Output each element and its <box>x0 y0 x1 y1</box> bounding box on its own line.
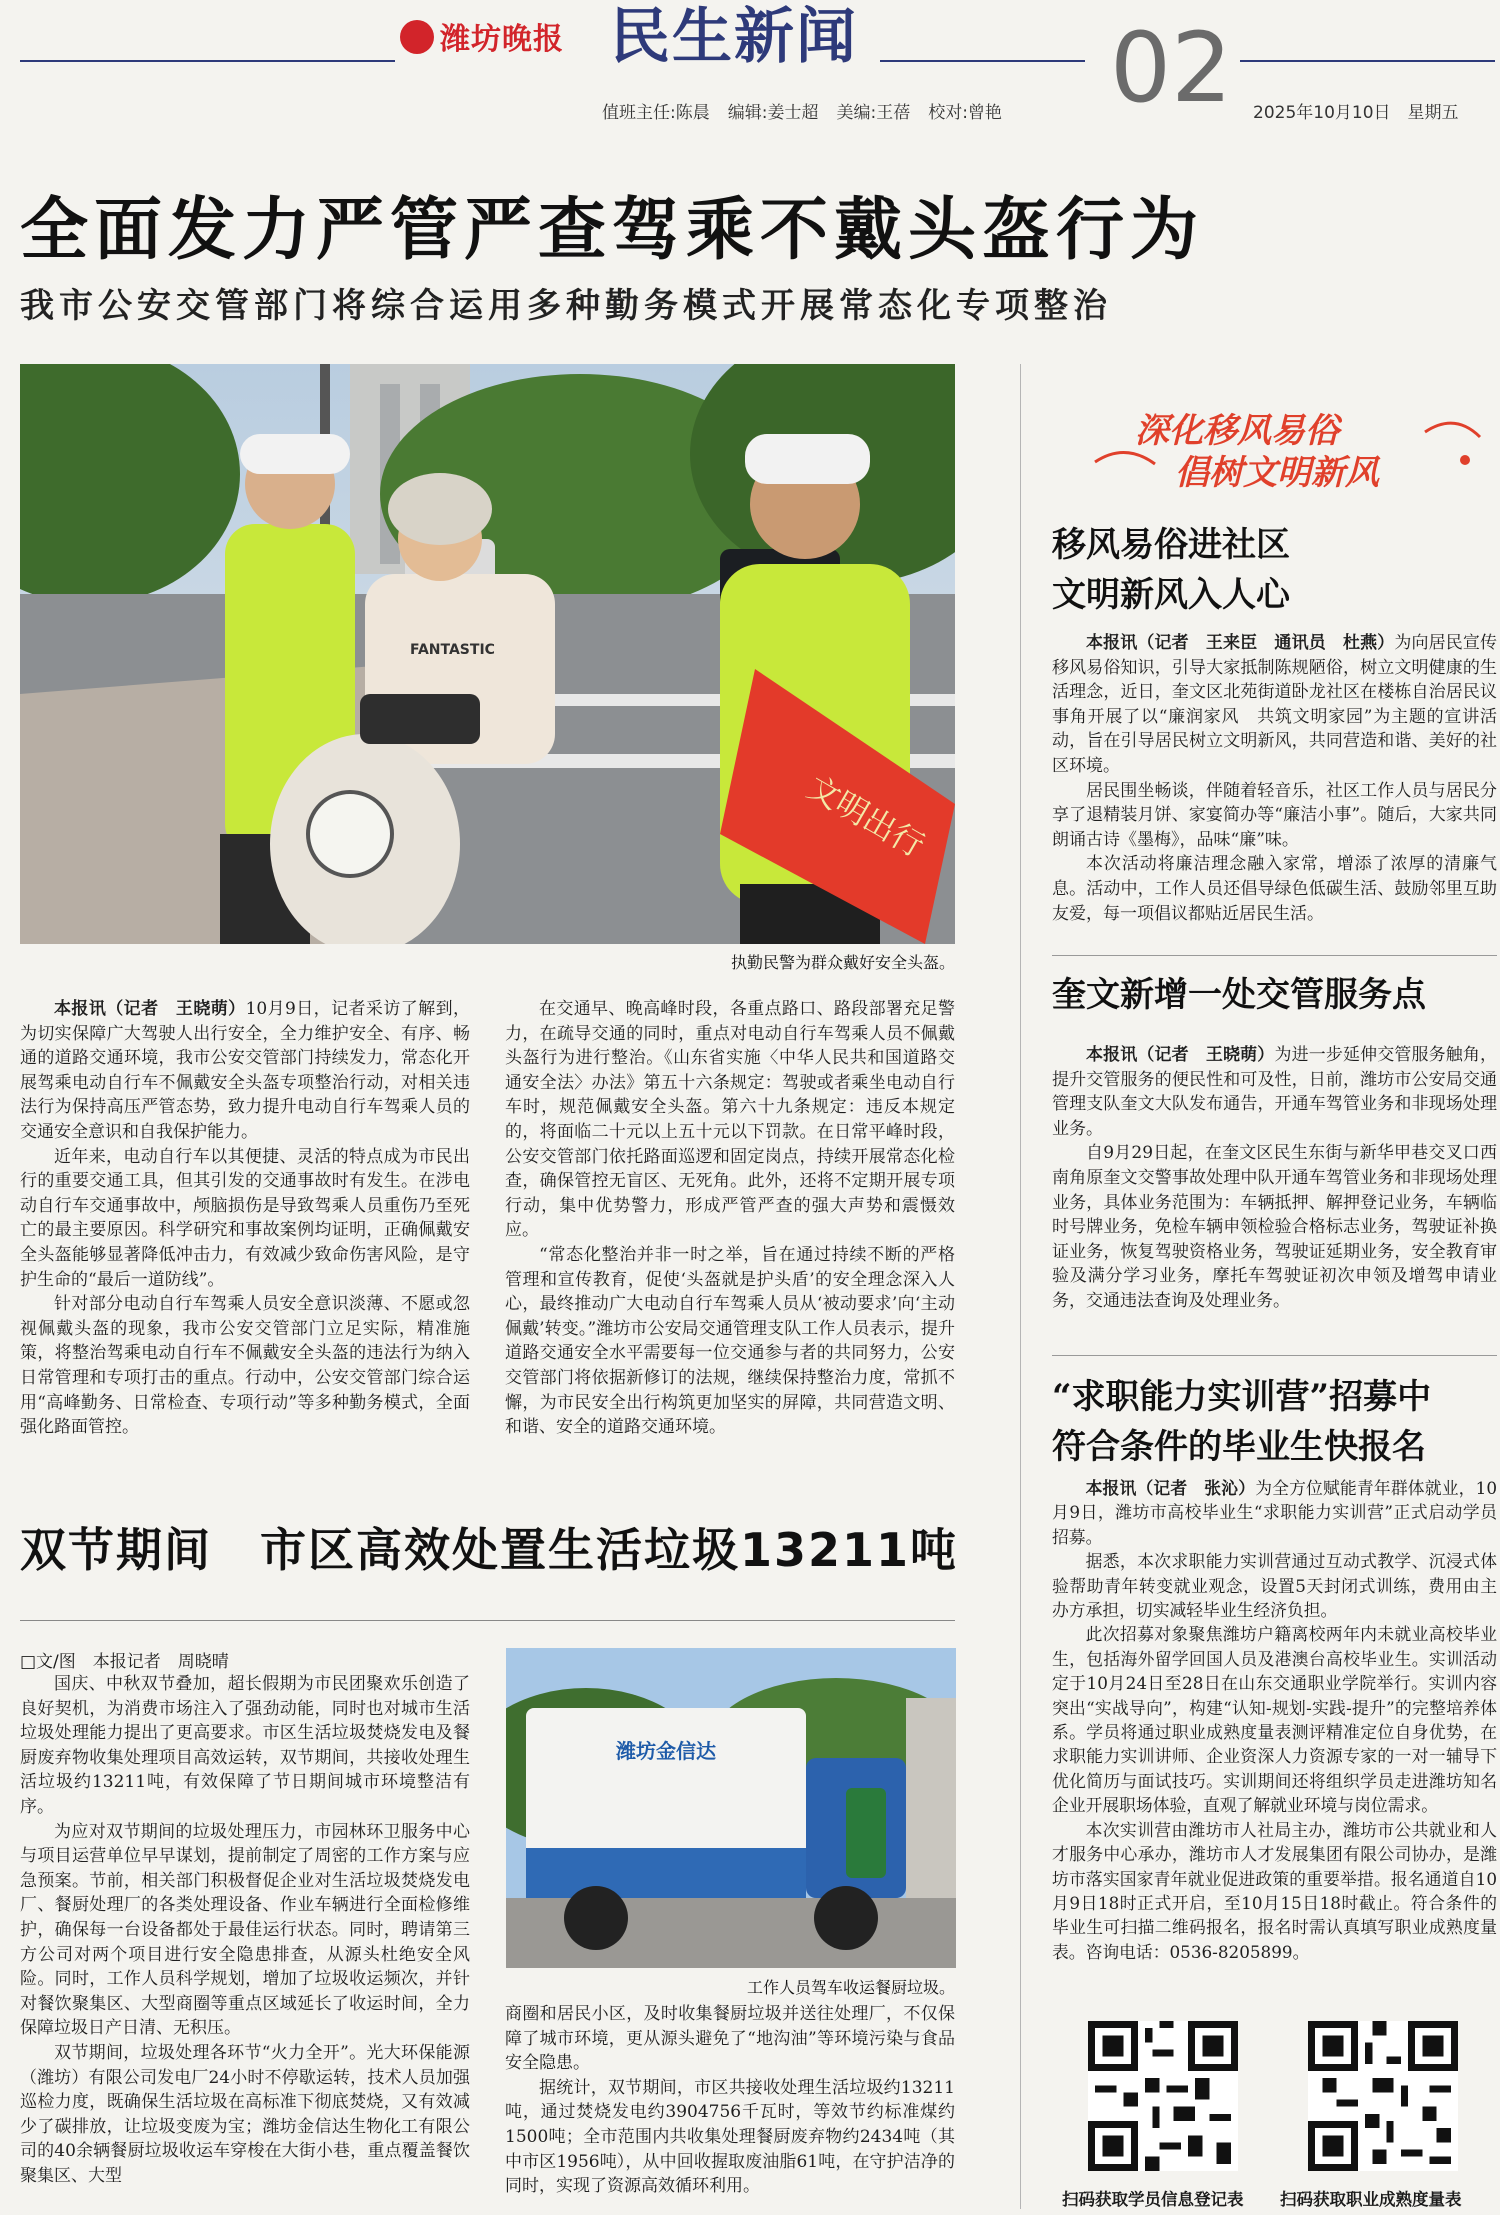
truck-photo <box>506 1648 956 1968</box>
column-divider <box>1020 364 1021 2209</box>
lead-col2-paragraph: “常态化整治并非一时之举，旨在通过持续不断的严格管理和宣传教育，促使‘头盔就是护头盾’的安全理念深入人心，最终推动广大电动自行车驾乘人员从‘被动要求’向‘主动佩戴’转变。”潍坊市公安局交通管理支队工作人员表示，提升道路交通安全水平需要每一位交通参与者的共同努力，公安交管部门将依据新修订的法规，继续保持整治力度，常抓不懈，为市民安全出行构筑更加坚实的屏障，共同营造文明、和谐、安全的道路交通环境。 <box>505 1244 955 1438</box>
headline-line: 移风易俗进社区 <box>1052 525 1290 565</box>
headline-line: 文明新风入人心 <box>1052 575 1290 615</box>
sidebar-story3-body <box>1052 1476 1497 1964</box>
second-col2-paragraph: 商圈和居民小区，及时收集餐厨垃圾并送往处理厂，不仅保障了城市环境，更从源头避免了“地沟油”等环境污染与食品安全隐患。 <box>505 2004 955 2074</box>
headline-line: 符合条件的毕业生快报名 <box>1052 1427 1426 1467</box>
sidebar-story1-headline <box>1052 520 1290 620</box>
second-headline: 双节期间 市区高效处置生活垃圾13211吨 <box>20 1523 959 1577</box>
second-credit: □文/图 本报记者 周晓晴 <box>20 1652 229 1672</box>
headline-line: “求职能力实训营”招募中 <box>1052 1377 1432 1417</box>
slogan-line-1: 深化移风易俗 <box>1135 411 1339 451</box>
sidebar-story2-byline: 本报讯（记者 王晓萌） <box>1086 1045 1275 1065</box>
qr-pattern-right <box>1308 2021 1458 2171</box>
police-helmet-scene-image <box>20 364 955 944</box>
sidebar-paragraph: 本次活动将廉洁理念融入家常，增添了浓厚的清廉气息。活动中，工作人员还倡导绿色低碳生活、鼓励邻里互助友爱，每一项倡议都贴近居民生活。 <box>1052 854 1497 924</box>
slogan-line-2: 倡树文明新风 <box>1175 453 1379 492</box>
sidebar-story2-headline: 奎文新增一处交管服务点 <box>1052 975 1426 1015</box>
second-col1-paragraph: 国庆、中秋双节叠加，超长假期为市民团聚欢乐创造了良好契机，为消费市场注入了强劲动能，同时也对城市生活垃圾处理能力提出了更高要求。市区生活垃圾焚烧发电及餐厨废弃物收集处理项目高效运转，双节期间，共接收处理生活垃圾约13211吨，有效保障了节日期间城市环境整洁有序。 <box>20 1674 470 1817</box>
lead-photo-caption: 执勤民警为群众戴好安全头盔。 <box>730 953 955 972</box>
masthead-rule-right <box>1240 60 1495 62</box>
sidebar-paragraph: 居民围坐畅谈，伴随着轻音乐，社区工作人员与居民分享了退精装月饼、家宴简办等“廉洁小事”。随后，大家共同朗诵古诗《墨梅》，品味“廉”味。 <box>1052 780 1497 850</box>
staff-proofreader: 校对:曾艳 <box>928 103 1002 123</box>
lead-column-2 <box>505 997 955 1440</box>
sidebar-story3-headline <box>1052 1372 1431 1472</box>
lead-photo <box>20 364 955 944</box>
sidebar-story2-body <box>1052 1043 1497 1314</box>
lead-col2-paragraph: 在交通早、晚高峰时段，各重点路口、路段部署充足警力，在疏导交通的同时，重点对电动自行车驾乘人员不佩戴头盔行为进行整治。《山东省实施〈中华人民共和国道路交通安全法〉办法》第五十六条规定：驾驶或者乘坐电动自行车时，规范佩戴安全头盔。第六十九条规定：违反本规定的，将面临二十元以上五十元以下罚款。在日常平峰时段，公安交管部门依托路面巡逻和固定岗点，持续开展常态化检查，确保管控无盲区、无死角。此外，还将不定期开展专项行动，集中优势警力，形成严管严查的强大声势和震慑效应。 <box>505 999 955 1241</box>
qr-code-right-icon[interactable] <box>1308 2021 1458 2171</box>
issue-date: 2025年10月10日 星期五 <box>1253 103 1459 123</box>
sidebar-story1-byline: 本报讯（记者 王来臣 通讯员 杜燕） <box>1086 633 1395 653</box>
flag-text: 文明出行 <box>801 768 931 865</box>
sidebar-paragraph: 本报讯（记者 王晓萌）为进一步延伸交管服务触角，提升交管服务的便民性和可及性，日前，潍坊市公安局交通管理支队奎文大队发布通告，开通车驾管业务和非现场处理业务。 <box>1052 1045 1498 1139</box>
staff-line <box>602 98 1020 123</box>
campaign-slogan <box>1085 402 1485 492</box>
sidebar-paragraph: 自9月29日起，在奎文区民生东街与新华甲巷交叉口西南角原奎文交警事故处理中队开通车驾管业务和非现场处理业务，具体业务范围为：车辆抵押、解押登记业务，车辆临时号牌业务，免检车辆申领检验合格标志业务，驾驶证补换证业务，恢复驾驶资格业务，驾驶证延期业务，安全教育审验及满分学习业务，摩托车驾驶证初次申领及增驾申请业务，交通违法查询及处理业务。 <box>1052 1143 1497 1311</box>
lead-byline: 本报讯（记者 王晓萌） <box>54 999 246 1019</box>
lead-col1-paragraph: 近年来，电动自行车以其便捷、灵活的特点成为市民出行的重要交通工具，但其引发的交通事故时有发生。在涉电动自行车交通事故中，颅脑损伤是导致驾乘人员重伤乃至死亡的最主要原因。科学研究和事故案例均证明，正确佩戴安全头盔能够显著降低冲击力，有效减少致命伤害风险，是守护生命的“最后一道防线”。 <box>20 1146 470 1290</box>
tshirt-text: FANTASTIC <box>410 642 495 658</box>
paper-logo-icon <box>400 20 434 54</box>
lead-col1-paragraph: 针对部分电动自行车驾乘人员安全意识淡薄、不愿或忽视佩戴头盔的现象，我市公安交管部门立足实际，精准施策，将整治驾乘电动自行车不佩戴安全头盔的违法行为纳入日常管理和专项打击的重点。行动中，公安交管部门综合运用“高峰勤务、日常检查、专项行动”等多种勤务模式，全面强化路面管控。 <box>20 1294 470 1438</box>
second-col2-paragraph: 据统计，双节期间，市区共接收处理生活垃圾约13211吨，通过焚烧发电约3904756千瓦时，等效节约标准煤约1500吨；全市范围内共收集处理餐厨废弃物约2434吨（其中市区1956吨），从中回收握取废油脂61吨，在守护洁净的同时，实现了资源高效循环利用。 <box>505 2077 955 2197</box>
staff-duty: 值班主任:陈晨 <box>602 103 710 123</box>
qr-pattern-left <box>1088 2021 1238 2171</box>
second-headline-rule <box>20 1620 955 1621</box>
paper-name: 潍坊晚报 <box>440 22 564 57</box>
staff-designer: 美编:王蓓 <box>836 103 911 123</box>
truck-text: 潍坊金信达 <box>616 1739 716 1763</box>
masthead-rule-left <box>20 60 395 62</box>
sidebar-paragraph: 本报讯（记者 王来臣 通讯员 杜燕）为向居民宣传移风易俗知识，引导大家抵制陈规陋俗，树立文明健康的生活理念，近日，奎文区北苑街道卧龙社区在楼栋自治居民议事角开展了以“廉润家风 共筑文明家园”为主题的宣讲活动，旨在引导居民树立文明新风，共同营造和谐、美好的社区环境。 <box>1052 633 1498 776</box>
qr-code-left-icon[interactable] <box>1088 2021 1238 2171</box>
section-name: 民生新闻 <box>610 2 858 72</box>
slogan-banner <box>1085 402 1485 492</box>
sidebar-paragraph: 据悉，本次求职能力实训营通过互动式教学、沉浸式体验帮助青年转变就业观念，设置5天封闭式训练，费用由主办方承担，切实减轻毕业生经济负担。 <box>1052 1551 1497 1621</box>
masthead-rule-mid <box>880 60 1085 62</box>
second-column-2 <box>505 2002 955 2199</box>
truck-photo-caption: 工作人员驾车收运餐厨垃圾。 <box>746 1978 955 1997</box>
second-col1-paragraph: 为应对双节期间的垃圾处理压力，市园林环卫服务中心与项目运营单位早早谋划，提前制定了周密的工作方案与应急预案。节前，相关部门积极督促企业对生活垃圾焚烧发电厂、餐厨处理厂的各类处理设备、作业车辆进行全面检修维护，确保每一台设备都处于最佳运行状态。同时，聘请第三方公司对两个项目进行安全隐患排查，从源头杜绝安全风险。同时，工作人员科学规划，增加了垃圾收运频次，并针对餐饮聚集区、大型商圈等重点区域延长了收运时间，全力保障垃圾日产日清、无积压。 <box>20 1821 470 2039</box>
page-number: 02 <box>1110 12 1233 124</box>
second-col1-paragraph: 双节期间，垃圾处理各环节“火力全开”。光大环保能源（潍坊）有限公司发电厂24小时不停歇运转，技术人员加强巡检力度，既确保生活垃圾在高标准下彻底焚烧，又有效减少了碳排放，让垃圾变废为宝；潍坊金信达生物化工有限公司的40余辆餐厨垃圾收运车穿梭在大街小巷，重点覆盖餐饮聚集区、大型 <box>20 2042 470 2186</box>
lead-headline: 全面发力严管严查驾乘不戴头盔行为 <box>20 191 1205 270</box>
garbage-truck-image <box>506 1648 956 1968</box>
sidebar-paragraph: 此次招募对象聚焦潍坊户籍离校两年内未就业高校毕业生，包括海外留学回国人员及港澳台高校毕业生。实训活动定于10月24日至28日在山东交通职业学院举行。实训内容突出“实战导向”，构建“认知-规划-实践-提升”的完整培养体系。学员将通过职业成熟度量表测评精准定位自身优势，在求职能力实训讲师、企业资深人力资源专家的一对一辅导下优化简历与面试技巧。实训期间还将组织学员走进潍坊知名企业开展职场体验，直观了解就业环境与岗位需求。 <box>1052 1624 1497 1816</box>
sidebar-story3-byline: 本报讯（记者 张沁） <box>1085 1478 1256 1498</box>
qr-left-caption: 扫码获取学员信息登记表 <box>1062 2190 1244 2209</box>
qr-right-caption: 扫码获取职业成熟度量表 <box>1280 2190 1462 2209</box>
lead-col1-paragraph: 本报讯（记者 王晓萌）10月9日，记者采访了解到，为切实保障广大驾驶人出行安全，全力维护安全、有序、畅通的道路交通环境，我市公安交管部门持续发力，常态化开展驾乘电动自行车不佩戴安全头盔专项整治行动，对相关违法行为保持高压严管态势，致力提升电动自行车驾乘人员的交通安全意识和自我保护能力。 <box>20 999 471 1142</box>
staff-editor: 编辑:姜士超 <box>727 103 819 123</box>
lead-column-1 <box>20 997 470 1440</box>
sidebar-rule <box>1052 955 1497 956</box>
sidebar-rule <box>1052 1355 1497 1356</box>
sidebar-story1-body <box>1052 631 1497 926</box>
second-column-1 <box>20 1672 470 2212</box>
lead-subheadline: 我市公安交管部门将综合运用多种勤务模式开展常态化专项整治 <box>20 286 1112 326</box>
sidebar-paragraph: 本报讯（记者 张沁）为全方位赋能青年群体就业，10月9日，潍坊市高校毕业生“求职能力实训营”正式启动学员招募。 <box>1052 1478 1497 1547</box>
sidebar-paragraph: 本次实训营由潍坊市人社局主办，潍坊市公共就业和人才服务中心承办，潍坊市人才发展集团有限公司协办，是潍坊市落实国家青年就业促进政策的重要举措。报名通道自10月9日18时正式开启，至10月15日18时截止。符合条件的毕业生可扫描二维码报名，报名时需认真填写职业成熟度量表。咨询电话：0536-8205899。 <box>1052 1819 1497 1962</box>
